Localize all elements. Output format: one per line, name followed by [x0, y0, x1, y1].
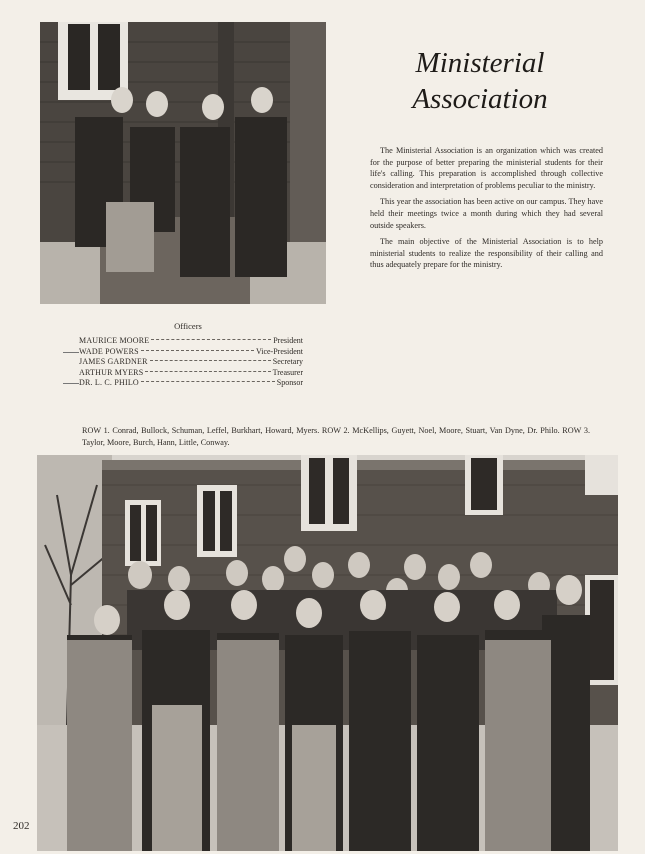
officer-row: [63, 336, 303, 347]
officer-row: [63, 347, 303, 358]
leader-dots: [151, 339, 271, 340]
group-photo: [37, 455, 618, 851]
page-title: [380, 45, 580, 117]
page-number: 202: [13, 820, 30, 832]
officers-photo: [40, 22, 326, 304]
officer-name: WADE POWERS: [79, 346, 139, 356]
leader-dots: [145, 371, 270, 372]
leader-dots: [141, 350, 254, 351]
officer-name: MAURICE MOORE: [79, 336, 150, 345]
title-line-2: Association: [412, 83, 548, 115]
paragraph: The Ministerial Association is an organization which was created for the purpose of better preparing the ministerial students for their life's calling. This preparation is accomplished through collective consideration and interpretation of problems peculiar to the ministry.: [370, 146, 603, 190]
leader-dots: [141, 381, 275, 382]
officer-row: [63, 357, 303, 368]
officer-role: Sponsor: [276, 378, 303, 387]
officer-role: Treasurer: [272, 367, 303, 377]
officer-role: President: [273, 336, 303, 345]
description: [370, 145, 603, 276]
officers-heading: Officers: [174, 321, 202, 331]
officer-name: JAMES GARDNER: [79, 357, 148, 366]
officer-role: Secretary: [272, 357, 303, 366]
photo-caption: ROW 1. Conrad, Bullock, Schuman, Leffel, Burkhart, Howard, Myers. ROW 2. McKellips, Guyett, Noel, Moore, Stuart, Van Dyne, Dr. Philo. ROW 3. Taylor, Moore, Burch, Hann, Little, Conway.: [82, 426, 590, 447]
paragraph: The main objective of the Ministerial Association is to help ministerial students to realize the responsibility of their calling and thus adequately prepare for the ministry.: [370, 237, 603, 270]
title-line-1: Ministerial: [415, 47, 545, 79]
officer-name: DR. L. C. PHILO: [79, 378, 139, 387]
paragraph: This year the association has been active on our campus. They have held their meetings twice a month during which they had several outside speakers.: [370, 197, 603, 230]
officer-row: [63, 368, 303, 379]
tick-mark: [63, 383, 79, 384]
officer-name: ARTHUR MYERS: [79, 367, 144, 377]
officer-role: Vice-President: [255, 346, 303, 356]
tick-mark: [63, 352, 79, 353]
leader-dots: [150, 360, 271, 361]
officer-row: [63, 378, 303, 389]
officers-list: [63, 321, 303, 389]
